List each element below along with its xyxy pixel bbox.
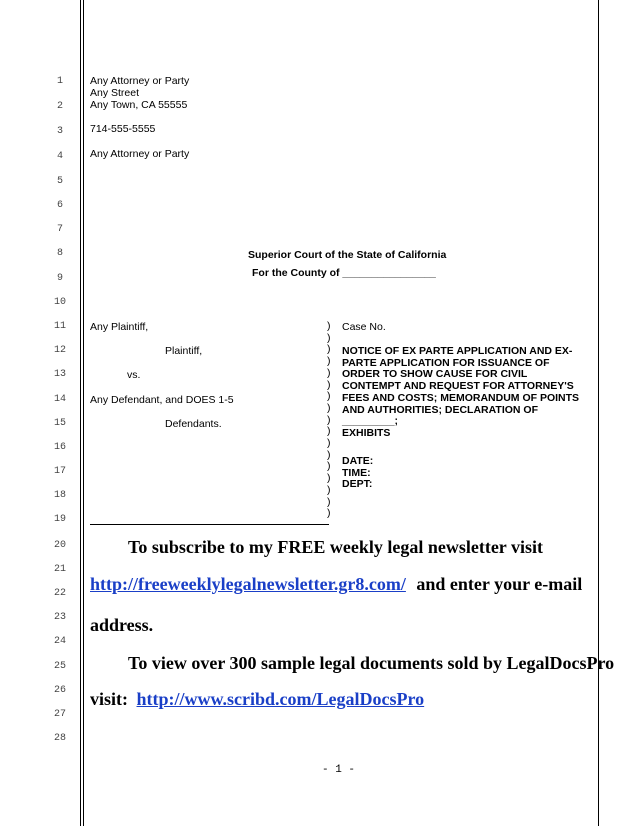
paren: ): [327, 507, 331, 520]
docs-paragraph-line2: [90, 689, 424, 710]
caption-underline: [90, 524, 329, 525]
paren: ): [327, 355, 331, 368]
document-title-line: ORDER TO SHOW CAUSE FOR CIVIL: [342, 368, 528, 381]
docs-visit-label: visit:: [90, 689, 128, 709]
newsletter-paragraph-line2: [90, 574, 582, 595]
paren: ): [327, 331, 331, 344]
hearing-dept-label: DEPT:: [342, 478, 373, 491]
line-number: 1: [56, 76, 63, 87]
line-number: 18: [53, 490, 66, 501]
hearing-time-label: TIME:: [342, 466, 371, 479]
line-number: 17: [53, 466, 66, 477]
hearing-info: [342, 456, 587, 491]
caption-paren-column: [327, 321, 331, 520]
line-number: 13: [53, 369, 66, 380]
document-title-line: _________;: [342, 415, 399, 428]
attorney-for: Any Attorney or Party: [90, 148, 190, 160]
line-number: 23: [53, 612, 66, 623]
newsletter-link[interactable]: http://freeweeklylegalnewsletter.gr8.com/: [90, 574, 406, 594]
defendant-name: Any Defendant, and DOES 1-5: [90, 394, 234, 406]
document-title-line: FEES AND COSTS; MEMORANDUM OF POINTS: [342, 391, 580, 404]
attorney-street: Any Street: [90, 87, 140, 99]
line-number: 4: [56, 151, 63, 162]
scribd-link[interactable]: http://www.scribd.com/LegalDocsPro: [136, 689, 425, 709]
attorney-phone: 714-555-5555: [90, 123, 156, 135]
paren: ): [327, 495, 331, 508]
paren: ): [327, 413, 331, 426]
line-number: 19: [53, 514, 66, 525]
page-number: - 1 -: [322, 764, 356, 776]
paren: ): [327, 437, 331, 450]
attorney-name: Any Attorney or Party: [90, 75, 190, 87]
versus-label: vs.: [127, 369, 141, 381]
line-number: 28: [53, 733, 66, 744]
paren: ): [327, 448, 331, 461]
defendant-role: Defendants.: [165, 418, 222, 430]
paren: ): [327, 366, 331, 379]
newsletter-paragraph-start: To subscribe to my FREE weekly legal newsletter visit: [128, 537, 543, 557]
line-number: 20: [53, 540, 66, 551]
line-number: 5: [56, 176, 63, 187]
newsletter-paragraph-end: address.: [90, 615, 154, 635]
document-title: [342, 346, 587, 440]
paren: ): [327, 320, 331, 332]
line-number: 10: [53, 297, 66, 308]
left-margin-rule-2: [83, 0, 84, 826]
court-name: Superior Court of the State of California: [248, 249, 447, 261]
line-number: 9: [56, 273, 63, 284]
paren: ): [327, 483, 331, 496]
paren: ): [327, 460, 331, 473]
line-number: 21: [53, 564, 66, 575]
line-number: 8: [56, 248, 63, 259]
line-number: 6: [56, 200, 63, 211]
paren: ): [327, 401, 331, 414]
line-number: 16: [53, 442, 66, 453]
line-number: 24: [53, 636, 66, 647]
plaintiff-name: Any Plaintiff,: [90, 321, 149, 333]
line-number: 26: [53, 685, 66, 696]
paren: ): [327, 378, 331, 391]
case-number-label: Case No.: [342, 321, 386, 333]
court-county: For the County of ________________: [252, 267, 436, 279]
line-number: 12: [53, 345, 66, 356]
line-number: 11: [53, 321, 66, 332]
line-number: 22: [53, 588, 66, 599]
line-number: 14: [53, 394, 66, 405]
document-title-line: NOTICE OF EX PARTE APPLICATION AND EX-: [342, 345, 573, 357]
document-title-line: AND AUTHORITIES; DECLARATION OF: [342, 403, 538, 416]
right-margin-rule: [598, 0, 599, 826]
attorney-city: Any Town, CA 55555: [90, 99, 188, 111]
paren: ): [327, 390, 331, 403]
line-number: 3: [56, 126, 63, 137]
document-title-line: CONTEMPT AND REQUEST FOR ATTORNEY'S: [342, 380, 574, 393]
plaintiff-role: Plaintiff,: [165, 345, 203, 357]
document-title-line: PARTE APPLICATION FOR ISSUANCE OF: [342, 356, 550, 369]
line-number: 7: [56, 224, 63, 235]
docs-paragraph-start: To view over 300 sample legal documents sold by LegalDocsPro: [128, 653, 615, 673]
newsletter-after-link: and enter your e-mail: [416, 574, 583, 594]
line-number: 25: [53, 661, 66, 672]
document-title-line: EXHIBITS: [342, 426, 391, 439]
paren: ): [327, 472, 331, 485]
left-margin-rule-1: [80, 0, 81, 826]
line-number: 15: [53, 418, 66, 429]
paren: ): [327, 425, 331, 438]
line-number: 2: [56, 101, 63, 112]
line-number: 27: [53, 709, 66, 720]
paren: ): [327, 343, 331, 356]
hearing-date-label: DATE:: [342, 455, 374, 467]
